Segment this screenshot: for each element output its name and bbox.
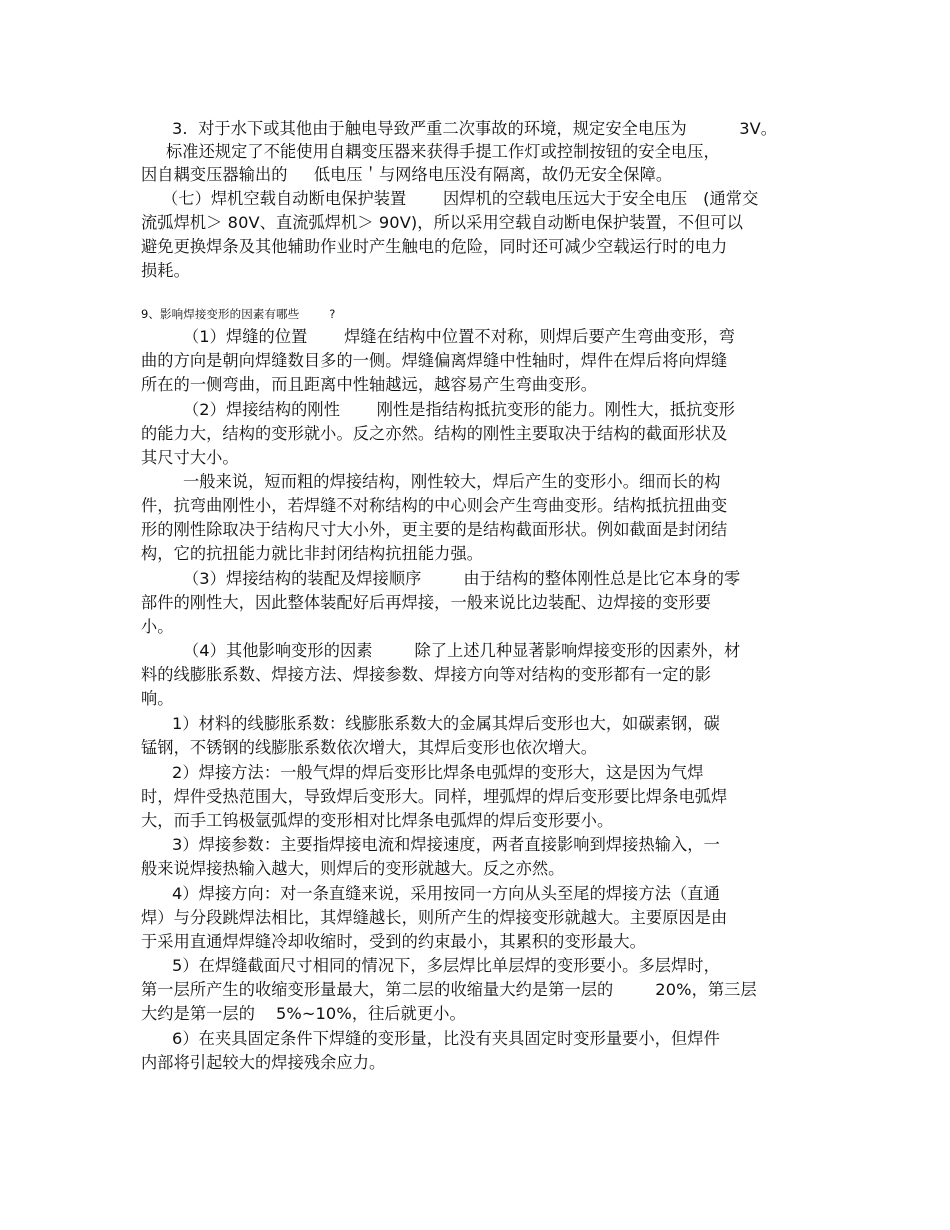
text-line: （2）焊接结构的刚性 刚性是指结构抵抗变形的能力。刚性大，抵抗变形 <box>183 400 736 419</box>
text-line: 内部将引起较大的焊接残余应力。 <box>141 1053 386 1072</box>
text-line: 般来说焊接热输入越大，则焊后的变形就越大。反之亦然。 <box>141 859 565 878</box>
text-line: 第一层所产生的收缩变形量最大，第二层的收缩量大约是第一层的 20%，第三层 <box>141 980 757 999</box>
text-line: 流弧焊机＞ 80V、直流弧焊机＞ 90V)，所以采用空载自动断电保护装置，不但可以 <box>141 213 744 232</box>
text-line: （1）焊缝的位置 焊缝在结构中位置不对称，则焊后要产生弯曲变形，弯 <box>183 327 736 346</box>
question-heading: 9、影响焊接变形的因素有哪些 ? <box>141 307 336 321</box>
text-line: 小。 <box>141 617 174 636</box>
text-line: 6）在夹具固定条件下焊缝的变形量，比没有夹具固定时变形量要小，但焊件 <box>172 1029 720 1048</box>
text-line: 4）焊接方向：对一条直缝来说，采用按同一方向从头至尾的焊接方法（直通 <box>172 884 720 903</box>
text-line: 其尺寸大小。 <box>141 448 239 467</box>
text-line: 焊）与分段跳焊法相比，其焊缝越长，则所产生的焊接变形就越大。主要原因是由 <box>141 908 728 927</box>
text-line: 大，而手工钨极氩弧焊的变形相对比焊条电弧焊的焊后变形要小。 <box>141 811 614 830</box>
text-line: 形的刚性除取决于结构尺寸大小外，更主要的是结构截面形状。例如截面是封闭结 <box>141 520 728 539</box>
text-line: 所在的一侧弯曲，而且距离中性轴越远，越容易产生弯曲变形。 <box>141 375 598 394</box>
text-line: （3）焊接结构的装配及焊接顺序 由于结构的整体刚性总是比它本身的零 <box>183 569 741 588</box>
text-line: 料的线膨胀系数、焊接方法、焊接参数、焊接方向等对结构的变形都有一定的影 <box>141 665 712 684</box>
text-line: 构，它的抗扭能力就比非封闭结构抗扭能力强。 <box>141 544 484 563</box>
text-line: 损耗。 <box>141 261 190 280</box>
text-line: 避免更换焊条及其他辅助作业时产生触电的危险，同时还可减少空载运行时的电力 <box>141 237 728 256</box>
text-line: 锰钢，不锈钢的线膨胀系数依次增大，其焊后变形也依次增大。 <box>141 738 598 757</box>
text-line: （4）其他影响变形的因素 除了上述几种显著影响焊接变形的因素外，材 <box>183 641 741 660</box>
text-line: 响。 <box>141 689 174 708</box>
text-line: 3）焊接参数：主要指焊接电流和焊接速度，两者直接影响到焊接热输入，一 <box>172 835 720 854</box>
text-line: （七）焊机空载自动断电保护装置 因焊机的空载电压远大于安全电压 (通常交 <box>162 189 759 208</box>
text-line: 2）焊接方法：一般气焊的焊后变形比焊条电弧焊的变形大，这是因为气焊 <box>172 763 704 782</box>
text-line: 一般来说，短而粗的焊接结构，刚性较大，焊后产生的变形小。细而长的构 <box>183 472 721 491</box>
text-line: 因自耦变压器输出的 低电压＇与网络电压没有隔离，故仍无安全保障。 <box>141 165 673 184</box>
text-line: 部件的刚性大，因此整体装配好后再焊接，一般来说比边装配、边焊接的变形要 <box>141 593 712 612</box>
text-line: 的能力大，结构的变形就小。反之亦然。结构的刚性主要取决于结构的截面形状及 <box>141 424 728 443</box>
text-line: 1）材料的线膨胀系数：线膨胀系数大的金属其焊后变形也大，如碳素钢，碳 <box>172 714 720 733</box>
text-line: 曲的方向是朝向焊缝数目多的一侧。焊缝偏离焊缝中性轴时，焊件在焊后将向焊缝 <box>141 351 728 370</box>
text-line: 3. 对于水下或其他由于触电导致严重二次事故的环境，规定安全电压为 3V。 <box>172 119 778 138</box>
text-line: 标准还规定了不能使用自耦变压器来获得手提工作灯或控制按钮的安全电压， <box>166 142 720 161</box>
text-line: 件，抗弯曲刚性小，若焊缝不对称结构的中心则会产生弯曲变形。结构抵抗扭曲变 <box>141 496 728 515</box>
text-line: 5）在焊缝截面尺寸相同的情况下，多层焊比单层焊的变形要小。多层焊时， <box>172 956 720 975</box>
text-line: 大约是第一层的 5%~10%，往后就更小。 <box>141 1004 466 1023</box>
text-line: 时，焊件受热范围大，导致焊后变形大。同样，埋弧焊的焊后变形要比焊条电弧焊 <box>141 787 728 806</box>
text-line: 于采用直通焊焊缝冷却收缩时，受到的约束最小，其累积的变形最大。 <box>141 932 646 951</box>
